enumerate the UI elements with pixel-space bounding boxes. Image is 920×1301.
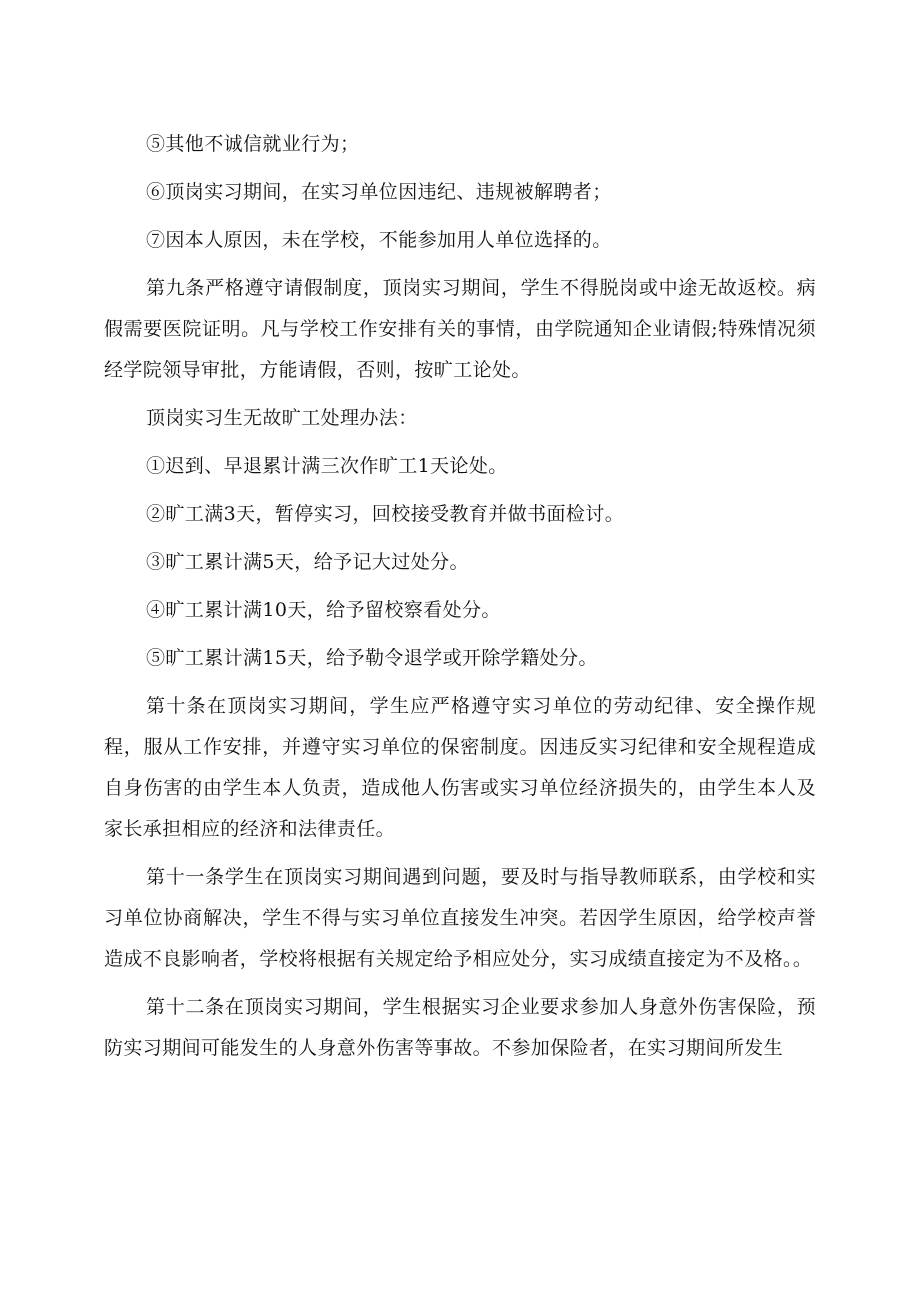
paragraph-rule-3: ③旷工累计满5天，给予记大过处分。 (146, 551, 469, 573)
paragraph-rule-1: ①迟到、早退累计满三次作旷工1天论处。 (146, 455, 508, 477)
paragraph-rule-5: ⑤旷工累计满15天，给予勒令退学或开除学籍处分。 (146, 647, 598, 669)
paragraph-item-6-dismissal: ⑥顶岗实习期间，在实习单位因违纪、违规被解聘者； (146, 181, 612, 203)
paragraph-article-11: 第十一条学生在顶岗实习期间遇到问题，要及时与指导教师联系，由学校和实习单位协商解决，学生不得与实习单位直接发生冲突。若因学生原因，给学校声誉造成不良影响者，学校将根据有关规定给予相应处分，实习成绩直接定为不及格。。 (104, 866, 816, 970)
paragraph-rule-2: ②旷工满3天，暂停实习，回校接受教育并做书面检讨。 (146, 503, 625, 525)
paragraph-article-9: 第九条严格遵守请假制度，顶岗实习期间，学生不得脱岗或中途无故返校。病假需要医院证明。凡与学校工作安排有关的事情，由学院通知企业请假;特殊情况须经学院领导审批，方能请假，否则，按旷工论处。 (104, 277, 816, 381)
paragraph-article-12: 第十二条在顶岗实习期间，学生根据实习企业要求参加人身意外伤害保险，预防实习期间可能发生的人身意外伤害等事故。不参加保险者，在实习期间所发生 (104, 996, 816, 1059)
paragraph-item-7-absence: ⑦因本人原因，未在学校，不能参加用人单位选择的。 (146, 229, 612, 251)
paragraph-article-10: 第十条在顶岗实习期间，学生应严格遵守实习单位的劳动纪律、安全操作规程，服从工作安排，并遵守实习单位的保密制度。因违反实习纪律和安全规程造成自身伤害的由学生本人负责，造成他人伤害或实习单位经济损失的，由学生本人及家长承担相应的经济和法律责任。 (104, 695, 816, 840)
paragraph-absence-rules-heading: 顶岗实习生无故旷工处理办法： (146, 407, 418, 429)
paragraph-rule-4: ④旷工累计满10天，给予留校察看处分。 (146, 599, 501, 621)
paragraph-item-5-dishonest: ⑤其他不诚信就业行为； (146, 133, 360, 155)
